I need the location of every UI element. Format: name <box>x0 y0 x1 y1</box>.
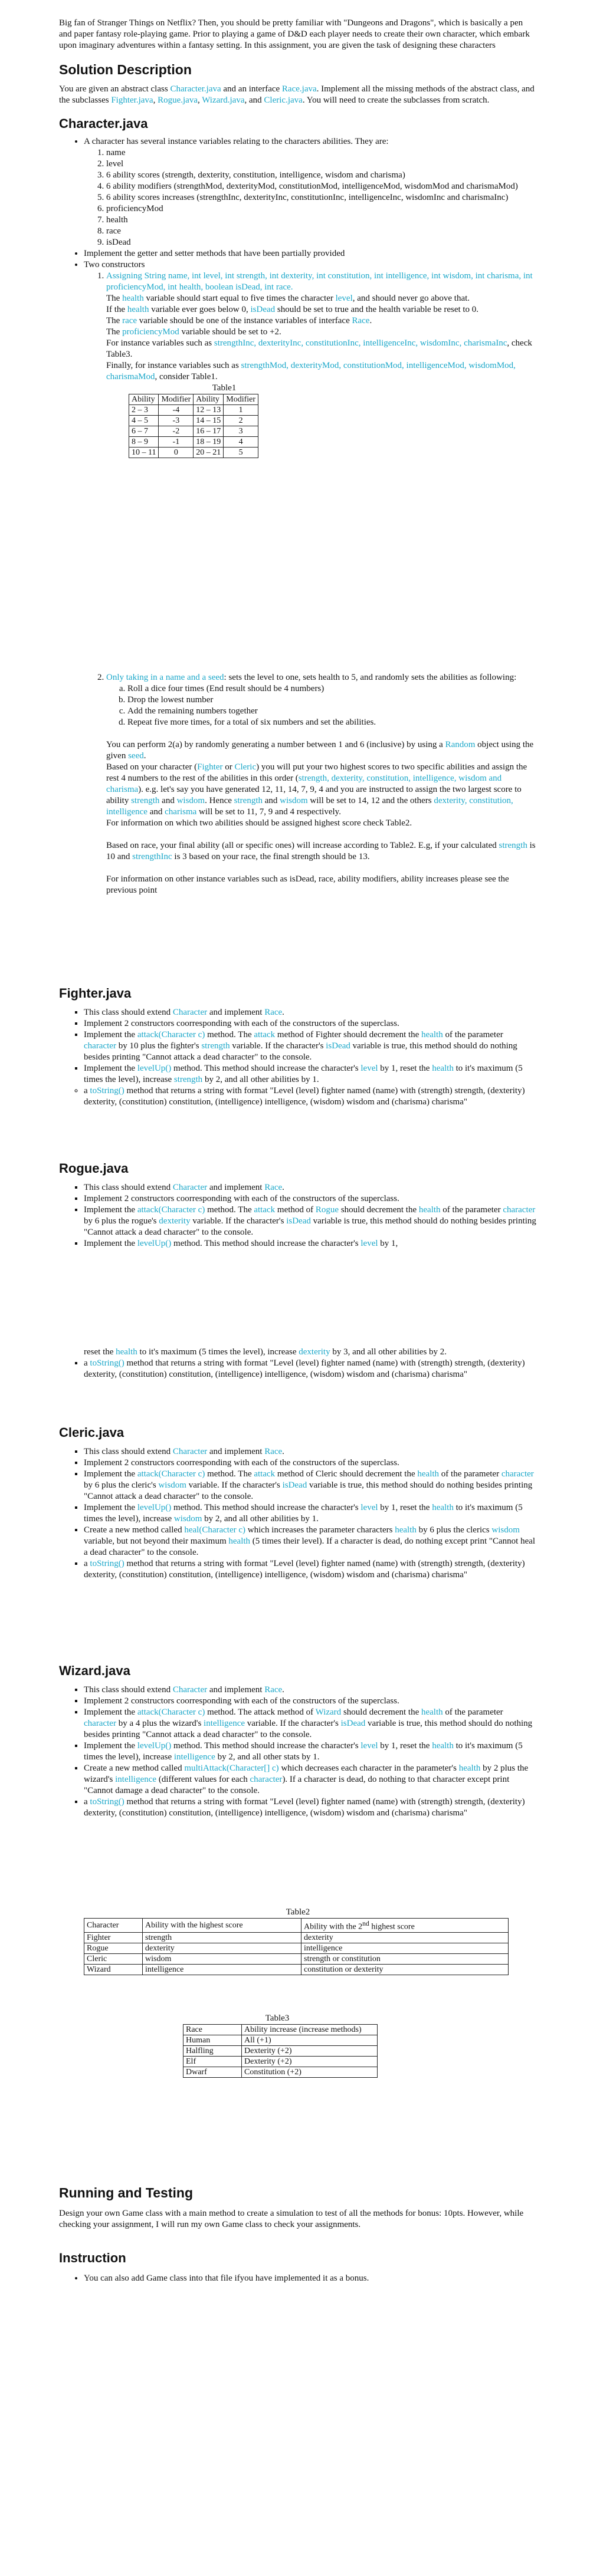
table1-caption: Table1 <box>212 383 237 393</box>
list-item: 8. race <box>106 226 537 237</box>
list-item: • Two constructors 1. Assigning String name, int level, int strength, int dexterity, int constitution, int intelligence, int wisdom, int charisma, int proficiencyMod, int health, boolean isDead, int race. The health variable should start equal to five times the character level, and should never go above that. If the health variable ever goes below 0, isDead should be set to true and the health variable be reset to 0. The race variable should be one of the instance variables of interface Race. The proficiencyMod variable should be set to +2. For instance variables such as strengthInc, dexterityInc, constitutionInc, intelligenceInc, wisdomInc, charismaInc, check Table3. Finally, for instance variables such as strengthMod, dexterityMod, constitutionMod, intelligenceMod, wisdomMod, charismaMod, consider Table1. Table1 Ability Modifier Ability Modifier 2 – 3 -4 12 – 13 1 4 – 5 -3 14 – 15 2 6 – 7 -2 16 – 17 3 8 – 9 -1 18 – 19 4 10 – 11 0 20 – 21 5 <box>84 259 537 458</box>
table-row: Human All (+1) <box>183 2035 378 2046</box>
instance-variable-list <box>84 147 537 248</box>
table2-reference: For information on which two abilities should be assigned highest score check Table2. <box>106 818 412 828</box>
other-vars-paragraph: For information on other instance variables such as isDead, race, ability modifiers, ability increases please see the previous point <box>106 874 509 895</box>
constructor-list-continued <box>59 672 537 896</box>
list-item: • You can also add Game class into that file ifyou have implemented it as a bonus. <box>84 2273 537 2284</box>
constructor-list <box>84 271 537 458</box>
constructor-2: 2. Only taking in a name and a seed: sets the level to one, sets health to 5, and randomly sets the abilities as following: a. Roll a dice four times (End result should be 4 numbers) b. Drop the lowest number c. Add the remaining numbers together d. Repeat five more times, for a total of six numbers and set the abilities. You can perform 2(a) by randomly generating a number between 1 and 6 (inclusive) by using a Random object using the given seed. Based on your character (Fighter or Cleric) you will put your two highest scores to two specific abilities and assign the rest 4 numbers to the rest of the abilities in this order (strength, dexterity, constitution, intelligence, wisdom and charisma). e.g. let's say you have generated 12, 11, 14, 7, 9, 4 and you are instructed to assign the two largest score to ability strength and wisdom. Hence strength and wisdom will be set to 14, 12 and the others dexterity, constitution, intelligence and charisma will be set to 11, 7, 9 and 4 respectively. For information on which two abilities should be assigned highest score check Table2. Based on race, your final ability (all or specific ones) will increase according to Table2. E.g, if your calculated strength is 10 and strengthInc is 3 based on your race, the final strength should be 13. For information on other instance variables such as isDead, race, ability modifiers, ability increases please see the previous point <box>106 672 537 896</box>
wizard-title: Wizard.java <box>59 1663 130 1678</box>
instruction-bullets <box>59 2273 537 2284</box>
list-item: 9. isDead <box>106 237 537 248</box>
rogue-levelup-continued: reset the health to it's maximum (5 times the level), increase dexterity by 3, and all other abilities by 2. <box>84 1347 447 1357</box>
list-item: 2. level <box>106 159 537 170</box>
list-item: ▪ Implement the levelUp() method. This method should increase the character's level by 1, reset the health to it's maximum (5 times the level), increase strength by 2, and all other abilities by 1. <box>84 1063 537 1085</box>
race-paragraph: Based on race, your final ability (all or specific ones) will increase according to Table2. E.g, if your calculated strength is 10 and strengthInc is 3 based on your race, the final strength should be 13. <box>106 841 536 861</box>
rogue-title: Rogue.java <box>59 1161 129 1176</box>
fighter-section <box>59 988 537 1108</box>
table-row: 6 – 7 -2 16 – 17 3 <box>129 426 258 437</box>
intro-paragraph: Big fan of Stranger Things on Netflix? Then, you should be pretty familiar with "Dungeons and Dragons", which is basically a pen and paper fantasy role-playing game. Prior to playing a game of D&D each player needs to create their own character, which embark upon imaginary adventures within a fantasy setting. In this assignment, you are given the task of designing these characters <box>59 18 530 50</box>
instruction-section <box>59 2252 537 2284</box>
list-item: ▪ This class should extend Character and implement Race. <box>84 1182 537 1193</box>
cleric-section <box>59 1427 537 1581</box>
table-row: Halfling Dexterity (+2) <box>183 2046 378 2057</box>
list-item: c. Add the remaining numbers together <box>127 706 537 717</box>
list-item: ▪ This class should extend Character and implement Race. <box>84 1685 537 1696</box>
constructor-2-section <box>59 672 537 896</box>
list-item: ▪ Implement the levelUp() method. This method should increase the character's level by 1, reset the health to it's maximum (5 times the level), increase wisdom by 2, and all other abilities by 1. <box>84 1502 537 1525</box>
table-row: 4 – 5 -3 14 – 15 2 <box>129 416 258 426</box>
table3 <box>183 2024 378 2078</box>
list-item: d. Repeat five more times, for a total of six numbers and set the abilities. <box>127 717 537 728</box>
wizard-section <box>59 1665 537 1819</box>
dice-steps <box>106 683 537 728</box>
running-section <box>59 2187 537 2230</box>
rogue-bullets-continued <box>59 1358 537 1380</box>
random-paragraph: You can perform 2(a) by randomly generating a number between 1 and 6 (inclusive) by using a Random object using the given seed. <box>106 740 534 761</box>
fighter-bullets <box>59 1007 537 1108</box>
table-row: Elf Dexterity (+2) <box>183 2057 378 2067</box>
fighter-title: Fighter.java <box>59 986 132 1001</box>
table-header-row: Ability Modifier Ability Modifier <box>129 394 258 405</box>
table-row: 2 – 3 -4 12 – 13 1 <box>129 405 258 416</box>
list-item: • Implement the getter and setter methods that have been partially provided <box>84 248 537 259</box>
list-item: ▪ Implement the levelUp() method. This method should increase the character's level by 1, reset the health to it's maximum (5 times the level), increase intelligence by 2, and all other stats by 1. <box>84 1741 537 1763</box>
table2-caption: Table2 <box>286 1907 310 1917</box>
list-item: ▪ Implement 2 constructors coorresponding with each of the constructors of the superclass. <box>84 1696 537 1707</box>
list-item: ▪ a toString() method that returns a string with format "Level (level) fighter named (name) with (strength) strength, (dexterity) dexterity, (constitution) constitution, (intelligence) intelligence, (wisdom) wisdom and (charisma) charisma" <box>84 1558 537 1581</box>
character-title: Character.java <box>59 116 148 131</box>
list-item: ▪ This class should extend Character and implement Race. <box>84 1446 537 1458</box>
table3-caption: Table3 <box>265 2014 290 2023</box>
rogue-bullets <box>59 1182 537 1249</box>
list-item: ▪ Implement 2 constructors coorresponding with each of the constructors of the superclass. <box>84 1458 537 1469</box>
list-item: ▪ Create a new method called multiAttack(Character[] c) which decreases each character in the parameter's health by 2 plus the wizard's intelligence (different values for each character). If a character is dead, do nothing to that character except print "Cannot damage a dead character" to the console. <box>84 1763 537 1797</box>
table-row: Dwarf Constitution (+2) <box>183 2067 378 2078</box>
table-header-row: Character Ability with the highest score Ability with the 2nd highest score <box>84 1919 509 1933</box>
document-page <box>59 18 537 458</box>
running-title: Running and Testing <box>59 2185 193 2200</box>
table3-section <box>59 2013 537 2078</box>
list-item: 6. proficiencyMod <box>106 203 537 215</box>
cleric-title: Cleric.java <box>59 1425 124 1440</box>
list-item: 1. name <box>106 147 537 159</box>
constructor-1: 1. Assigning String name, int level, int strength, int dexterity, int constitution, int intelligence, int wisdom, int charisma, int proficiencyMod, int health, boolean isDead, int race. The health variable should start equal to five times the character level, and should never go above that. If the health variable ever goes below 0, isDead should be set to true and the health variable be reset to 0. The race variable should be one of the instance variables of interface Race. The proficiencyMod variable should be set to +2. For instance variables such as strengthInc, dexterityInc, constitutionInc, intelligenceInc, wisdomInc, charismaInc, check Table3. Finally, for instance variables such as strengthMod, dexterityMod, constitutionMod, intelligenceMod, wisdomMod, charismaMod, consider Table1. Table1 Ability Modifier Ability Modifier 2 – 3 -4 12 – 13 1 4 – 5 -3 14 – 15 2 6 – 7 -2 16 – 17 3 8 – 9 -1 18 – 19 4 10 – 11 0 20 – 21 5 <box>106 271 537 458</box>
running-paragraph: Design your own Game class with a main method to create a simulation to test of all the methods for bonus: 10pts. However, while checking your assignment, I will run my own Game class to check your assignments. <box>59 2209 524 2229</box>
list-item: ▪ Implement the attack(Character c) method. The attack method of Wizard should decrement the health of the parameter character by a 4 plus the wizard's intelligence variable. If the character's isDead variable is true, this method should do nothing besides printing "Cannot attack a dead character" to the console. <box>84 1707 537 1741</box>
list-item: 7. health <box>106 215 537 226</box>
table2-section <box>59 1907 537 1975</box>
list-item: b. Drop the lowest number <box>127 695 537 706</box>
list-item: ◦ a toString() method that returns a string with format "Level (level) fighter named (name) with (strength) strength, (dexterity) dexterity, (constitution) constitution, (intelligence) intelligence, (wisdom) wisdom and (charisma) charisma" <box>84 1085 537 1108</box>
list-item: ▪ Implement the attack(Character c) method. The attack method of Cleric should decrement the health of the parameter character by 6 plus the cleric's wisdom variable. If the character's isDead variable is true, this method should do nothing besides printing "Cannot attack a dead character" to the console. <box>84 1469 537 1502</box>
instruction-title: Instruction <box>59 2251 126 2265</box>
list-item: a. Roll a dice four times (End result should be 4 numbers) <box>127 683 537 695</box>
list-item: ▪ Implement the levelUp() method. This method should increase the character's level by 1, <box>84 1238 537 1249</box>
list-item: ▪ This class should extend Character and implement Race. <box>84 1007 537 1018</box>
table-row: Fighter strength dexterity <box>84 1932 509 1943</box>
list-item: ▪ a toString() method that returns a string with format "Level (level) fighter named (name) with (strength) strength, (dexterity) dexterity, (constitution) constitution, (intelligence) intelligence, (wisdom) wisdom and (charisma) charisma" <box>84 1358 537 1380</box>
list-item: ▪ Implement the attack(Character c) method. The attack method of Rogue should decrement the health of the parameter character by 6 plus the rogue's dexterity variable. If the character's isDead variable is true, this method should do nothing besides printing "Cannot attack a dead character" to the console. <box>84 1205 537 1238</box>
character-bullets <box>59 136 537 458</box>
list-item: 5. 6 ability scores increases (strengthInc, dexterityInc, constitutionInc, intelligenceInc, wisdomInc and charismaInc) <box>106 192 537 203</box>
table-row: Wizard intelligence constitution or dexterity <box>84 1964 509 1975</box>
list-item: • A character has several instance variables relating to the characters abilities. They are: 1. name 2. level 3. 6 ability scores (strength, dexterity, constitution, intelligence, wisdom and charisma) 4. 6 ability modifiers (strengthMod, dexterityMod, constitutionMod, intelligenceMod, wisdomMod and charismaMod) 5. 6 ability scores increases (strengthInc, dexterityInc, constitutionInc, intelligenceInc, wisdomInc and charismaInc) 6. proficiencyMod 7. health 8. race 9. isDead <box>84 136 537 248</box>
table-row: 8 – 9 -1 18 – 19 4 <box>129 437 258 448</box>
list-item: ▪ Create a new method called heal(Character c) which increases the parameter characters health by 6 plus the clerics wisdom variable, but not beyond their maximum health (5 times their level). If a character is dead, do nothing except print "Cannot heal a dead character" to the console. <box>84 1525 537 1558</box>
list-item: ▪ Implement the attack(Character c) method. The attack method of Fighter should decrement the health of the parameter character by 10 plus the fighter's strength variable. If the character's isDead variable is true, this method should do nothing besides printing "Cannot attack a dead character" to the console. <box>84 1029 537 1063</box>
solution-title: Solution Description <box>59 62 192 77</box>
table-row: 10 – 11 0 20 – 21 5 <box>129 448 258 458</box>
wizard-bullets <box>59 1685 537 1819</box>
table1 <box>129 394 258 458</box>
solution-paragraph: You are given an abstract class Character.java and an interface Race.java. Implement all the missing methods of the abstract class, and the subclasses Fighter.java, Rogue.java, Wizard.java, and Cleric.java. You will need to create the subclasses from scratch. <box>59 84 535 105</box>
table-row: Rogue dexterity intelligence <box>84 1943 509 1953</box>
list-item: ▪ Implement 2 constructors coorresponding with each of the constructors of the superclass. <box>84 1018 537 1029</box>
list-item: ▪ a toString() method that returns a string with format "Level (level) fighter named (name) with (strength) strength, (dexterity) dexterity, (constitution) constitution, (intelligence) intelligence, (wisdom) wisdom and (charisma) charisma" <box>84 1797 537 1819</box>
table2 <box>84 1918 509 1975</box>
list-item: 4. 6 ability modifiers (strengthMod, dexterityMod, constitutionMod, intelligenceMod, wisdomMod and charismaMod) <box>106 181 537 192</box>
list-item: ▪ Implement 2 constructors coorresponding with each of the constructors of the superclass. <box>84 1193 537 1205</box>
rogue-section <box>59 1163 537 1249</box>
list-item: 3. 6 ability scores (strength, dexterity, constitution, intelligence, wisdom and charisma) <box>106 170 537 181</box>
table-header-row: Race Ability increase (increase methods) <box>183 2025 378 2035</box>
table-row: Cleric wisdom strength or constitution <box>84 1953 509 1964</box>
cleric-bullets <box>59 1446 537 1581</box>
rogue-section-continued <box>59 1347 537 1380</box>
assignment-paragraph: Based on your character (Fighter or Cleric) you will put your two highest scores to two specific abilities and assign the rest 4 numbers to the rest of the abilities in this order (strength, dexterity, constitution, intelligence, wisdom and charisma). e.g. let's say you have generated 12, 11, 14, 7, 9, 4 and you are instructed to assign the two largest score to ability strength and wisdom. Hence strength and wisdom will be set to 14, 12 and the others dexterity, constitution, intelligence and charisma will be set to 11, 7, 9 and 4 respectively. <box>106 762 527 817</box>
